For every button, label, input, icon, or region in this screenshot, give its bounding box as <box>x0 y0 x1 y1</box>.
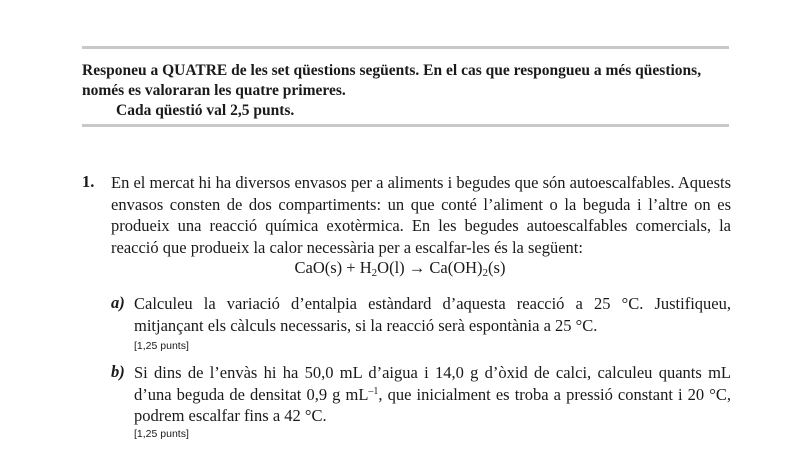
part-b-text-after: , que inicialment es troba a pressió constant i 20 °C, podrem escalfar fins a 42 °C. <box>134 384 731 425</box>
instructions-block <box>82 61 732 121</box>
part-b-label: b) <box>111 362 125 381</box>
question-number: 1. <box>82 172 95 191</box>
part-b-sup: –1 <box>368 385 379 397</box>
question-statement: En el mercat hi ha diversos envasos per a aliments i begudes que són autoescalfables. Aquests envasos consten de dos compartiments: un que conté l’aliment o la beguda i l’altre on es produeix una reacció química exotèrmica. En les begudes autoescalfables comercials, la reacció que produeix la calor necessària per a escalfar-les és la següent: <box>111 173 731 257</box>
part-a-text: Calculeu la variació d’entalpia estàndard d’aquesta reacció a 25 °C. Justifiqueu, mitjançant els càlculs necessaris, si la reacció serà espontània a 25 °C. <box>134 294 731 335</box>
part-b-points: [1,25 punts] <box>134 428 189 440</box>
eq-part2: O(l) → Ca(OH) <box>377 258 483 277</box>
part-b-text-before: Si dins de l’envàs hi ha 50,0 mL d’aigua i 14,0 g d’òxid de calci, calculeu quants mL d’una beguda de densitat 0,9 g mL <box>134 363 731 404</box>
part-a-points: [1,25 punts] <box>134 340 189 352</box>
top-divider <box>82 46 729 49</box>
eq-sub2: 2 <box>482 267 489 279</box>
eq-part1: CaO(s) + H <box>294 258 372 277</box>
eq-sub1: 2 <box>371 267 378 279</box>
instructions-text: Responeu a QUATRE de les set qüestions següents. En el cas que respongueu a més qüestions, només es valoraran les quatre primeres. <box>82 62 702 99</box>
reaction-equation <box>0 258 800 278</box>
part-b-text <box>134 362 731 427</box>
points-per-question: Cada qüestió val 2,5 punts. <box>116 102 295 119</box>
part-a-label: a) <box>111 293 125 312</box>
bottom-divider <box>82 124 729 127</box>
eq-part3: (s) <box>488 258 506 277</box>
